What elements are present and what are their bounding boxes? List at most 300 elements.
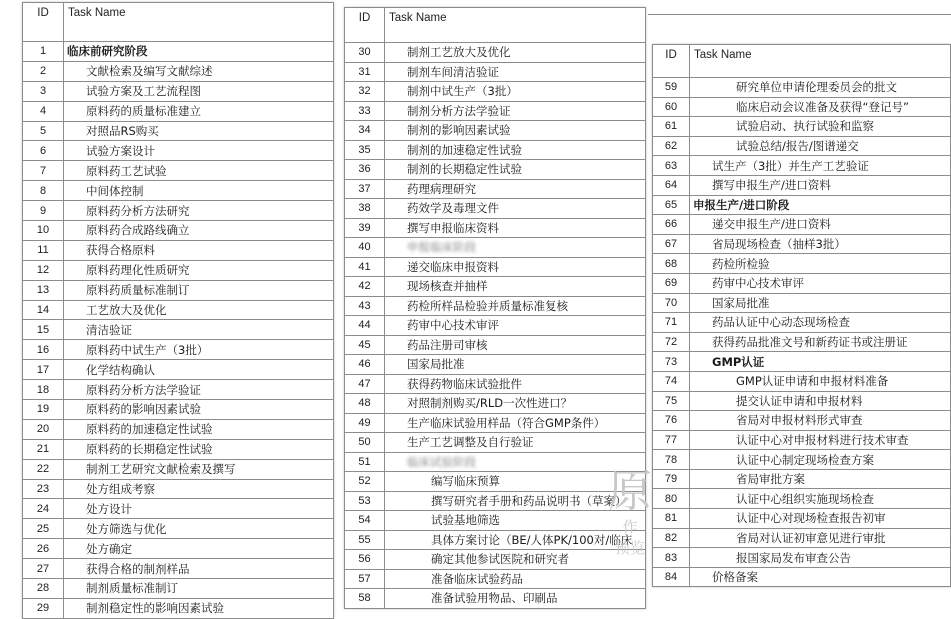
task-name-cell: [690, 234, 951, 254]
table-row: [653, 352, 951, 372]
task-id-cell: 16: [23, 340, 64, 360]
task-name-cell: [385, 530, 646, 550]
task-name-text: 药品注册司审核: [407, 337, 488, 352]
table-row: [345, 199, 646, 219]
task-id-cell: 41: [345, 257, 385, 277]
task-table: [652, 44, 951, 587]
task-name-text: 提交认证申请和申报材料: [736, 393, 863, 408]
task-id-cell: 12: [23, 260, 64, 280]
task-name-text: 认证中心对现场检查报告初审: [736, 511, 886, 526]
task-name-cell: [385, 550, 646, 570]
table-row: [23, 400, 334, 420]
task-id-cell: 51: [345, 452, 385, 472]
task-name-cell: [690, 254, 951, 274]
table-header-row: [345, 8, 646, 43]
task-name-text: 制剂车间清洁验证: [407, 64, 499, 79]
table-row: [345, 394, 646, 414]
table-row: [345, 179, 646, 199]
task-name-text: 国家局批准: [712, 295, 770, 310]
task-name-text: 认证中心组织实施现场检查: [736, 491, 874, 506]
task-name-text: 认证中心制定现场检查方案: [736, 452, 874, 467]
task-id-cell: 14: [23, 300, 64, 320]
table-row: [23, 221, 334, 241]
task-name-text: 处方筛选与优化: [86, 521, 167, 536]
table-row: [653, 469, 951, 489]
table-row: [345, 433, 646, 453]
table-row: [23, 161, 334, 181]
table-row: [653, 332, 951, 352]
table-row: [653, 293, 951, 313]
task-id-cell: 34: [345, 121, 385, 141]
table-row: [23, 240, 334, 260]
task-id-cell: 47: [345, 374, 385, 394]
watermark-glyph: 原: [608, 466, 652, 517]
task-id-cell: 35: [345, 140, 385, 160]
task-name-text: 认证中心对申报材料进行技术审查: [736, 432, 909, 447]
task-name-cell: [385, 82, 646, 102]
table-row: [653, 117, 951, 137]
table-row: [345, 257, 646, 277]
table-row: [23, 181, 334, 201]
task-name-cell: [385, 491, 646, 511]
task-name-cell: [64, 380, 334, 400]
task-id-cell: 3: [23, 81, 64, 101]
table-row: [345, 277, 646, 297]
task-id-cell: 84: [653, 567, 690, 587]
task-name-text: 价格备案: [712, 570, 758, 585]
task-id-cell: 83: [653, 548, 690, 568]
table-row: [23, 201, 334, 221]
task-id-cell: 9: [23, 201, 64, 221]
table-row: [345, 530, 646, 550]
table-row: [345, 569, 646, 589]
task-id-cell: 44: [345, 316, 385, 336]
task-name-cell: [385, 277, 646, 297]
task-name-text: 获得药品批准文号和新药证书或注册证: [712, 335, 908, 350]
task-id-cell: 26: [23, 539, 64, 559]
task-id-cell: 49: [345, 413, 385, 433]
task-id-cell: 7: [23, 161, 64, 181]
task-id-cell: 29: [23, 598, 64, 618]
task-name-cell: [385, 121, 646, 141]
task-name-cell: [385, 355, 646, 375]
task-id-cell: 21: [23, 439, 64, 459]
task-id-cell: 43: [345, 296, 385, 316]
task-name-cell: [64, 519, 334, 539]
table-row: [23, 42, 334, 62]
table-row: [653, 273, 951, 293]
task-name-text: 试生产（3批）并生产工艺验证: [712, 158, 869, 173]
table-row: [653, 391, 951, 411]
task-id-cell: 40: [345, 238, 385, 258]
task-name-cell: [64, 360, 334, 380]
table-body: [653, 78, 951, 587]
table-row: [653, 411, 951, 431]
table-row: [345, 374, 646, 394]
table-row: [345, 62, 646, 82]
task-name-text: 现场核查并抽样: [407, 279, 488, 294]
table-row: [653, 528, 951, 548]
task-name-text: 处方组成考察: [86, 482, 155, 497]
table-row: [23, 340, 334, 360]
task-id-cell: 1: [23, 42, 64, 62]
task-id-cell: 25: [23, 519, 64, 539]
task-name-cell: [64, 42, 334, 62]
task-name-cell: [690, 411, 951, 431]
task-name-text: 原料药的影响因素试验: [86, 402, 201, 417]
task-name-cell: [690, 156, 951, 176]
task-id-cell: 19: [23, 400, 64, 420]
task-id-cell: 33: [345, 101, 385, 121]
task-name-column-header: Task Name: [385, 8, 646, 43]
task-name-text: GMP认证: [712, 354, 765, 369]
task-name-cell: [385, 335, 646, 355]
task-name-cell: [690, 117, 951, 137]
task-id-cell: 68: [653, 254, 690, 274]
task-id-cell: 77: [653, 430, 690, 450]
task-id-cell: 5: [23, 121, 64, 141]
task-id-cell: 18: [23, 380, 64, 400]
table-row: [345, 160, 646, 180]
task-name-text: 递交申报生产/进口资料: [712, 217, 831, 232]
watermark-preview-text: 预览: [614, 539, 645, 557]
task-name-text: 撰写研究者手册和药品说明书（草案）: [431, 493, 627, 508]
task-name-text: 化学结构确认: [86, 362, 155, 377]
task-name-text: 原料药的质量标准建立: [86, 104, 201, 119]
task-name-text: 试验基地筛选: [431, 513, 500, 528]
task-name-text: 中间体控制: [86, 183, 144, 198]
table-row: [23, 539, 334, 559]
task-name-cell: [690, 215, 951, 235]
watermark: [608, 468, 652, 558]
task-name-cell: [385, 589, 646, 609]
task-id-cell: 27: [23, 559, 64, 579]
task-name-text: 制剂的影响因素试验: [407, 123, 511, 138]
task-id-cell: 74: [653, 371, 690, 391]
task-name-cell: [690, 509, 951, 529]
task-id-cell: 50: [345, 433, 385, 453]
task-name-text: 省局现场检查（抽样3批）: [712, 237, 846, 252]
task-id-cell: 57: [345, 569, 385, 589]
table-row: [345, 589, 646, 609]
task-id-cell: 80: [653, 489, 690, 509]
table-row: [345, 218, 646, 238]
task-id-cell: 75: [653, 391, 690, 411]
task-name-cell: [64, 499, 334, 519]
task-id-cell: 82: [653, 528, 690, 548]
table-row: [345, 550, 646, 570]
task-name-cell: [385, 413, 646, 433]
task-name-text: 撰写申报临床资料: [407, 220, 499, 235]
task-name-text: 药品认证中心动态现场检查: [712, 315, 850, 330]
task-name-text: 准备试验用物品、印刷品: [431, 591, 558, 606]
task-name-text: 对照制剂购买/RLD一次性进口？: [407, 396, 573, 411]
table-row: [653, 567, 951, 587]
table-row: [23, 121, 334, 141]
task-name-cell: [385, 296, 646, 316]
task-name-text: 报国家局发布审查公告: [736, 550, 851, 565]
task-name-text: 制剂的长期稳定性试验: [407, 162, 522, 177]
task-name-cell: [64, 479, 334, 499]
id-column-header: ID: [653, 45, 690, 78]
task-name-text: 编写临床预算: [431, 474, 500, 489]
task-id-cell: 66: [653, 215, 690, 235]
task-id-cell: 64: [653, 175, 690, 195]
task-name-cell: [690, 293, 951, 313]
table-row: [23, 380, 334, 400]
table-row: [23, 81, 334, 101]
task-name-text: 准备临床试验药品: [431, 571, 523, 586]
table-row: [23, 419, 334, 439]
table-row: [23, 499, 334, 519]
task-id-cell: 61: [653, 117, 690, 137]
task-name-cell: [690, 273, 951, 293]
task-name-cell: [690, 548, 951, 568]
table-row: [653, 195, 951, 215]
table-row: [653, 313, 951, 333]
task-id-cell: 38: [345, 199, 385, 219]
task-id-cell: 6: [23, 141, 64, 161]
table-body: [23, 42, 334, 619]
task-name-cell: [385, 101, 646, 121]
table-row: [23, 61, 334, 81]
task-name-cell: [64, 81, 334, 101]
task-id-cell: 71: [653, 313, 690, 333]
task-name-cell: [64, 181, 334, 201]
task-id-cell: 36: [345, 160, 385, 180]
task-name-cell: [690, 175, 951, 195]
task-name-cell: [385, 238, 646, 258]
task-id-cell: 11: [23, 240, 64, 260]
task-table-panel-2: [344, 7, 646, 609]
task-name-text: 药理病理研究: [407, 181, 476, 196]
task-name-cell: [385, 472, 646, 492]
table-row: [345, 316, 646, 336]
task-id-cell: 45: [345, 335, 385, 355]
id-column-header: ID: [23, 3, 64, 42]
task-name-text: 生产临床试验用样品（符合GMP条件）: [407, 415, 606, 430]
task-name-cell: [385, 160, 646, 180]
task-name-text: 药效学及毒理文件: [407, 201, 499, 216]
task-name-cell: [64, 61, 334, 81]
task-name-cell: [690, 391, 951, 411]
task-name-cell: [385, 257, 646, 277]
table-row: [345, 355, 646, 375]
task-name-cell: [690, 528, 951, 548]
task-id-cell: 10: [23, 221, 64, 241]
task-id-cell: 32: [345, 82, 385, 102]
table-row: [345, 511, 646, 531]
task-name-cell: [690, 450, 951, 470]
task-name-text: 制剂工艺研究文献检索及撰写: [86, 462, 236, 477]
task-name-text: 原料药理化性质研究: [86, 263, 190, 278]
task-name-text: 原料药工艺试验: [86, 163, 167, 178]
task-name-cell: [690, 567, 951, 587]
table-row: [23, 280, 334, 300]
task-name-cell: [64, 141, 334, 161]
task-name-text: 申报生产/进口阶段: [693, 197, 790, 212]
task-id-cell: 58: [345, 589, 385, 609]
task-name-text: 原料药的加速稳定性试验: [86, 422, 213, 437]
task-name-cell: [385, 179, 646, 199]
task-name-text: 省局审批方案: [736, 472, 805, 487]
table-row: [23, 439, 334, 459]
task-id-cell: 13: [23, 280, 64, 300]
task-name-text: 国家局批准: [407, 357, 465, 372]
task-name-text: 生产工艺调整及自行验证: [407, 435, 534, 450]
watermark-text: 作: [622, 518, 638, 536]
task-name-text: 工艺放大及优化: [86, 303, 167, 318]
task-name-cell: [385, 452, 646, 472]
task-name-cell: [64, 439, 334, 459]
task-name-text: 药检所检验: [712, 256, 770, 271]
task-name-text: 处方确定: [86, 541, 132, 556]
task-id-cell: 65: [653, 195, 690, 215]
id-column-header: ID: [345, 8, 385, 43]
table-row: [653, 175, 951, 195]
table-row: [653, 548, 951, 568]
task-name-text: 原料药分析方法学验证: [86, 382, 201, 397]
table-body: [345, 43, 646, 609]
header-divider-line: [648, 14, 951, 15]
task-name-cell: [64, 101, 334, 121]
task-name-text: 原料药中试生产（3批）: [86, 342, 209, 357]
task-id-cell: 60: [653, 97, 690, 117]
task-table-panel-1: [22, 2, 334, 619]
task-name-text: 获得合格原料: [86, 243, 155, 258]
table-row: [345, 491, 646, 511]
task-id-cell: 69: [653, 273, 690, 293]
table-row: [23, 260, 334, 280]
task-id-cell: 8: [23, 181, 64, 201]
task-name-text: 处方设计: [86, 501, 132, 516]
task-name-cell: [64, 121, 334, 141]
task-name-cell: [64, 161, 334, 181]
task-id-cell: 31: [345, 62, 385, 82]
task-name-text: 临床前研究阶段: [67, 44, 148, 59]
task-name-text: 省局对认证初审意见进行审批: [736, 530, 886, 545]
table-row: [653, 489, 951, 509]
table-row: [345, 238, 646, 258]
task-id-cell: 30: [345, 43, 385, 63]
task-name-text: 制剂中试生产（3批）: [407, 84, 518, 99]
task-name-text: 制剂稳定性的影响因素试验: [86, 601, 224, 616]
table-row: [23, 598, 334, 618]
task-table: [22, 2, 334, 619]
table-row: [23, 300, 334, 320]
task-id-cell: 78: [653, 450, 690, 470]
table-row: [23, 141, 334, 161]
task-id-cell: 59: [653, 78, 690, 98]
table-row: [653, 450, 951, 470]
task-name-cell: [690, 332, 951, 352]
table-row: [653, 215, 951, 235]
task-name-text: 临床启动会议准备及获得“登记号”: [736, 99, 909, 114]
task-name-text: 获得合格的制剂样品: [86, 561, 190, 576]
task-id-cell: 42: [345, 277, 385, 297]
task-name-text: 制剂分析方法学验证: [407, 103, 511, 118]
task-name-text: 省局对申报材料形式审查: [736, 413, 863, 428]
task-id-cell: 20: [23, 419, 64, 439]
task-table: [344, 7, 646, 609]
table-row: [345, 101, 646, 121]
table-row: [23, 101, 334, 121]
table-row: [653, 254, 951, 274]
task-id-cell: 37: [345, 179, 385, 199]
task-name-cell: [64, 320, 334, 340]
task-name-text: 试验方案设计: [86, 143, 155, 158]
task-name-cell: [385, 511, 646, 531]
table-row: [653, 371, 951, 391]
task-name-cell: [385, 199, 646, 219]
task-name-text: 制剂质量标准制订: [86, 581, 178, 596]
table-row: [345, 121, 646, 141]
table-row: [345, 472, 646, 492]
task-name-text: 原料药合成路线确立: [86, 223, 190, 238]
task-id-cell: 76: [653, 411, 690, 431]
task-name-cell: [690, 313, 951, 333]
table-row: [345, 296, 646, 316]
table-row: [653, 430, 951, 450]
task-name-text: 对照品RS购买: [86, 124, 159, 138]
table-row: [653, 78, 951, 98]
task-name-cell: [64, 240, 334, 260]
task-id-cell: 54: [345, 511, 385, 531]
task-id-cell: 4: [23, 101, 64, 121]
task-name-cell: [690, 469, 951, 489]
task-name-cell: [64, 539, 334, 559]
task-name-cell: [64, 260, 334, 280]
task-id-cell: 53: [345, 491, 385, 511]
task-id-cell: 81: [653, 509, 690, 529]
table-header-row: [23, 3, 334, 42]
table-row: [23, 579, 334, 599]
task-name-cell: [690, 78, 951, 98]
task-id-cell: 17: [23, 360, 64, 380]
task-name-text: 药检所样品检验并质量标准复核: [407, 298, 568, 313]
task-name-cell: [64, 300, 334, 320]
task-name-cell: [690, 136, 951, 156]
table-row: [345, 43, 646, 63]
task-name-text: 试验总结/报告/图谱递交: [736, 139, 859, 154]
task-id-cell: 70: [653, 293, 690, 313]
task-name-text: 获得药物临床试验批件: [407, 376, 522, 391]
task-name-text: 申报临床阶段: [407, 240, 476, 255]
task-table-panel-3: [652, 44, 951, 587]
task-name-text: 原料药的长期稳定性试验: [86, 442, 213, 457]
task-name-cell: [690, 195, 951, 215]
table-header-row: [653, 45, 951, 78]
task-name-cell: [385, 140, 646, 160]
table-row: [23, 360, 334, 380]
table-row: [23, 320, 334, 340]
task-id-cell: 55: [345, 530, 385, 550]
task-name-cell: [385, 62, 646, 82]
task-name-column-header: Task Name: [690, 45, 951, 78]
task-name-cell: [690, 97, 951, 117]
task-name-text: 试验方案及工艺流程图: [86, 84, 201, 99]
task-name-cell: [64, 280, 334, 300]
task-id-cell: 15: [23, 320, 64, 340]
table-row: [653, 234, 951, 254]
task-id-cell: 72: [653, 332, 690, 352]
task-name-column-header: Task Name: [64, 3, 334, 42]
task-id-cell: 52: [345, 472, 385, 492]
task-name-text: GMP认证申请和申报材料准备: [736, 374, 889, 389]
task-name-cell: [385, 394, 646, 414]
task-id-cell: 28: [23, 579, 64, 599]
task-name-cell: [64, 459, 334, 479]
